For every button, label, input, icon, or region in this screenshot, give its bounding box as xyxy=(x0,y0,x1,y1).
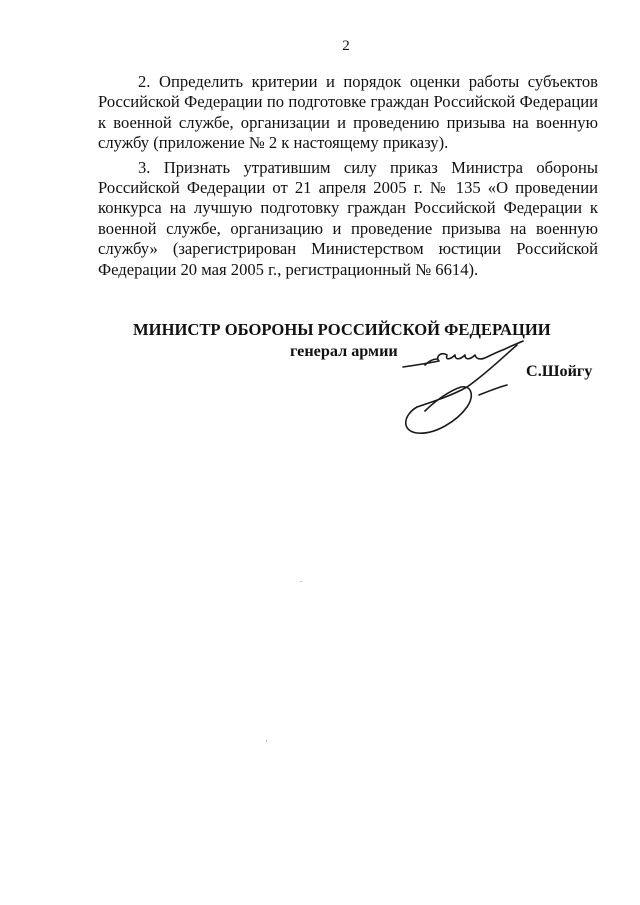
signatory-rank: генерал армии xyxy=(290,342,398,360)
handwritten-signature xyxy=(395,335,545,435)
page-number: 2 xyxy=(342,38,350,54)
signatory-title: МИНИСТР ОБОРОНЫ РОССИЙСКОЙ ФЕДЕРАЦИИ xyxy=(133,320,551,339)
scan-speck xyxy=(300,581,302,582)
paragraph-3: 3. Признать утратившим силу приказ Министра обороны Российской Федерации от 21 апреля 2005 г. № 135 «О проведении конкурса на лучшую подготовку граждан Российской Федерации к военной службе, организацию и проведение призыва на военную службу» (зарегистрирован Министерством юстиции Российской Федерации 20 мая 2005 г., регистрационный № 6614). xyxy=(98,157,598,279)
scan-speck xyxy=(266,740,267,742)
signatory-name: С.Шойгу xyxy=(526,362,593,380)
signature-strokes xyxy=(403,341,523,433)
paragraph-2: 2. Определить критерии и порядок оценки работы субъектов Российской Федерации по подготовке граждан Российской Федерации к военной службе, организации и проведению призыва на военную службу (приложение № 2 к настоящему приказу). xyxy=(98,72,598,153)
